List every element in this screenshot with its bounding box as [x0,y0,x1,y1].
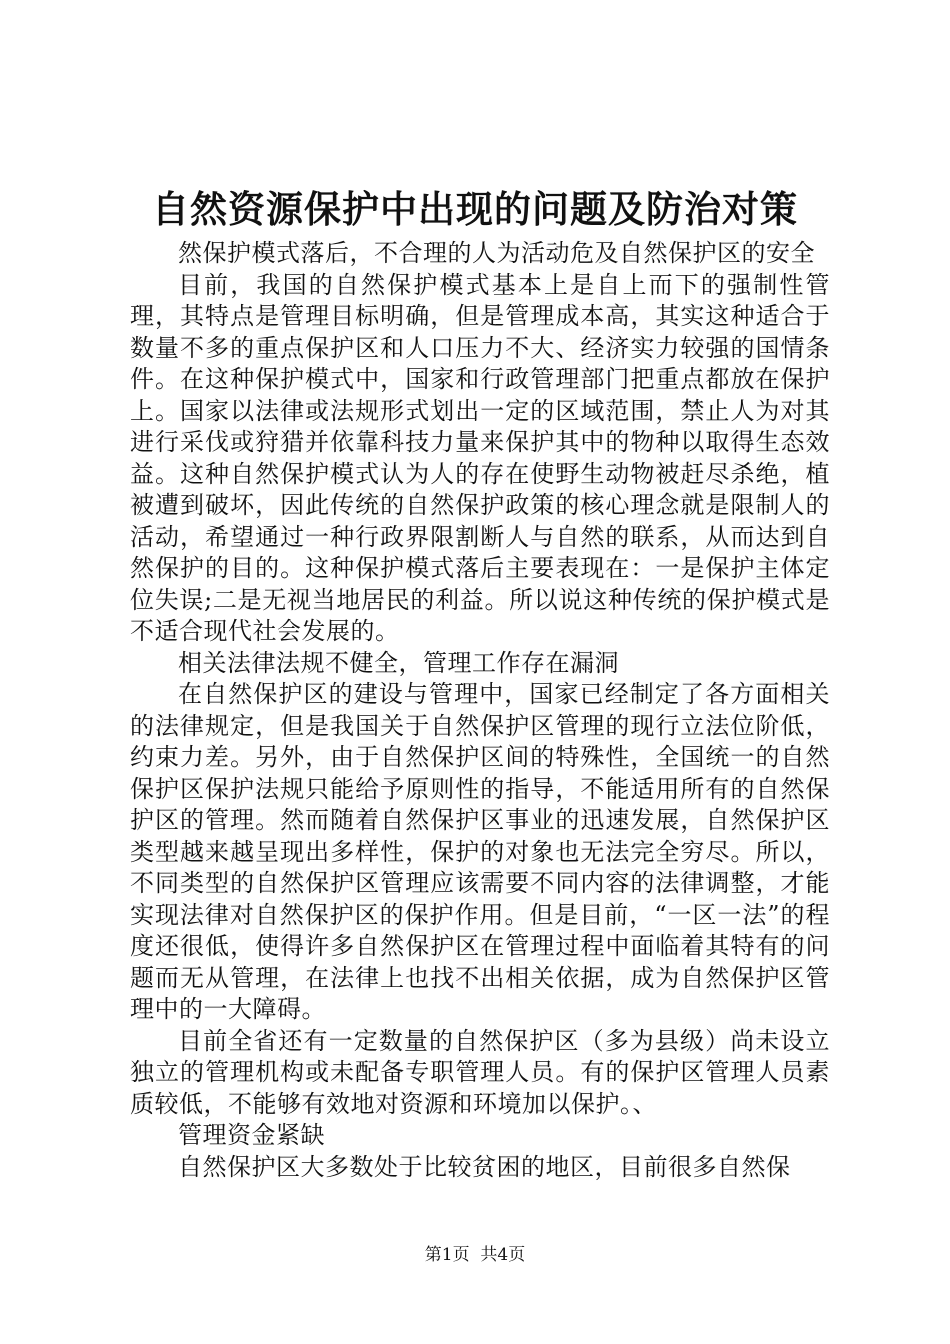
document-title: 自然资源保护中出现的问题及防治对策 [152,187,798,231]
paragraph: 然保护模式落后，不合理的人为活动危及自然保护区的安全 [178,239,815,267]
paragraph: 在自然保护区的建设与管理中，国家已经制定了各方面相关的法律规定，但是我国关于自然保护区管理的现行立法位阶低，约束力差。另外，由于自然保护区间的特殊性，全国统一的自然保护区保护法规只能给予原则性的指导，不能适用所有的自然保护区的管理。然而随着自然保护区事业的迅速发展，自然保护区类型越来越呈现出多样性，保护的对象也无法完全穷尽。所以，不同类型的自然保护区管理应该需要不同内容的法律调整，才能实现法律对自然保护区的保护作用。但是目前，“一区一法”的程度还很低，使得许多自然保护区在管理过程中面临着其特有的问题而无从管理，在法律上也找不出相关依据，成为自然保护区管理中的一大障碍。 [130,680,830,1023]
section-heading: 管理资金紧缺 [178,1121,325,1149]
paragraph: 目前全省还有一定数量的自然保护区（多为县级）尚未设立独立的管理机构或未配备专职管理人员。有的保护区管理人员素质较低，不能够有效地对资源和环境加以保护。、 [130,1026,830,1118]
page-footer [0,1244,950,1266]
paragraph: 目前，我国的自然保护模式基本上是自上而下的强制性管理，其特点是管理目标明确，但是管理成本高，其实这种适合于数量不多的重点保护区和人口压力不大、经济实力较强的国情条件。在这种保护模式中，国家和行政管理部门把重点都放在保护上。国家以法律或法规形式划出一定的区域范围，禁止人为对其进行采伐或狩猎并依靠科技力量来保护其中的物种以取得生态效益。这种自然保护模式认为人的存在使野生动物被赶尽杀绝，植被遭到破坏，因此传统的自然保护政策的核心理念就是限制人的活动，希望通过一种行政界限割断人与自然的联系，从而达到自然保护的目的。这种保护模式落后主要表现在：一是保护主体定位失误;二是无视当地居民的利益。所以说这种传统的保护模式是不适合现代社会发展的。 [130,270,830,645]
section-heading: 相关法律法规不健全，管理工作存在漏洞 [178,648,619,677]
paragraph: 自然保护区大多数处于比较贫困的地区，目前很多自然保 [178,1152,791,1181]
page-total: 共4页 [480,1245,526,1265]
document-body [130,238,830,1183]
page-number: 第1页 [424,1245,470,1265]
